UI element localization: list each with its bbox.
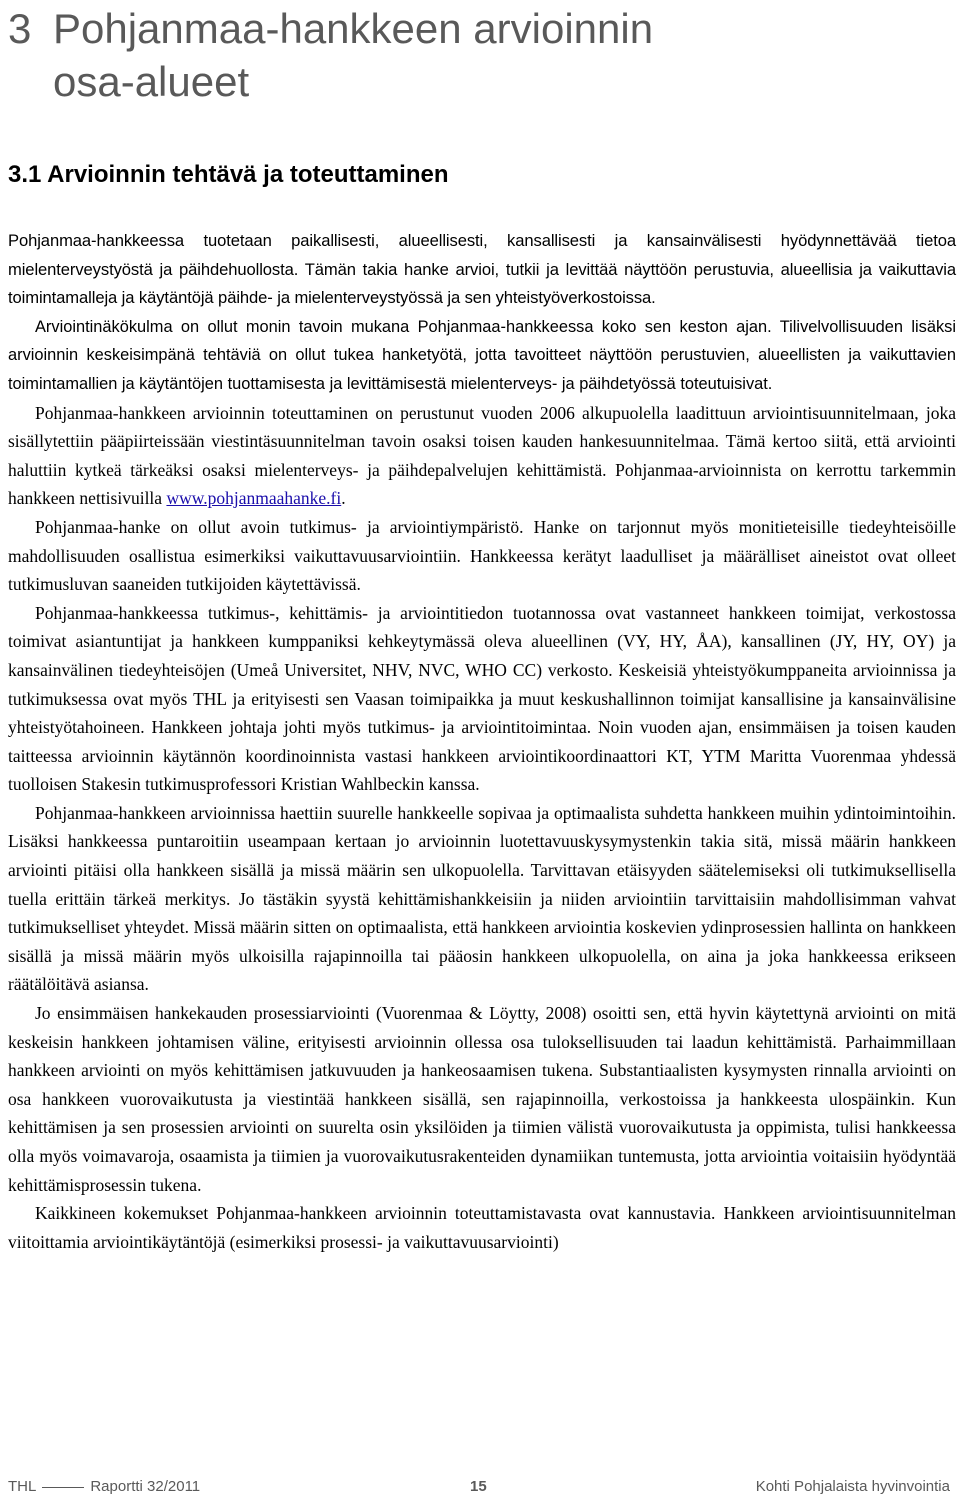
footer-report-number: Raportti 32/2011 [90, 1478, 201, 1495]
paragraph-1: Pohjanmaa-hankkeessa tuotetaan paikallisesti, alueellisesti, kansallisesti ja kansainvälisesti hyödynnettävää tietoa mielenterveystyöstä ja päihdehuollosta. Tämän takia hanke arvioi, tutkii ja levittää näyttöön perustuvia, alueellisia ja vaikuttavia toimintamalleja ja käytäntöjä päihde- ja mielenterveystyössä ja sen yhteistyöverkostoissa. [8, 231, 956, 308]
paragraph-3-end: . [341, 488, 346, 509]
chapter-title [8, 2, 948, 108]
paragraph-8: Kaikkineen kokemukset Pohjanmaa-hankkeen arvioinnin toteuttamistavasta ovat kannustavia. Hankkeen arviointisuunnitelman viitoittamia arviointikäytäntöjä (esimerkiksi prosessi- ja vaikuttavuusarviointi) [8, 1203, 956, 1252]
paragraph-7: Jo ensimmäisen hankekauden prosessiarviointi (Vuorenmaa & Löytty, 2008) osoitti sen, että hyvin käytettynä arviointi on mitä keskeisin hankkeen johtamisen väline, erityisesti arvioinnin ollessa osa tuloksellisuuden tai laadun kehittämistä. Parhaimmillaan hankkeen arviointi on myös kehittämisen jatkuvuuden ja hankeosaamisen tukena. Substantiaalisten kysymysten rinnalla arviointi on osa hankkeen vuorovaikutusta ja viestintää hankkeen sisällä, sen rajapinnoilla, verkostoissa ja hankkeesta ulospäinkin. Kun kehittämisen ja sen prosessien arviointi on suurelta osin yksilöiden ja tiimien välistä vuorovaikutusta ja oppimista, tulisi hankkeessa olla myös voimavaroja, osaamista ja tiimien ja vuorovaikutusrakenteiden dynamiikan tuntemusta, jotta arviointia voitaisiin hyödyntää kehittämisprosessin tukena. [8, 1003, 956, 1195]
paragraph-5: Pohjanmaa-hankkeessa tutkimus-, kehittämis- ja arviointitiedon tuotannossa ovat vastanneet hankkeen toimijat, verkostossa toimivat asiantuntijat ja hankkeen kumppaniksi kehkeytymässä oleva alueellinen (VY, HY, ÅA), kansallinen (JY, HY, OY) ja kansainvälinen tiedeyhteisöjen (Umeå Universitet, NHV, NVC, WHO CC) verkosto. Keskeisiä yhteistyökumppaneita arvioinnissa ja tutkimuksessa ovat myös THL ja erityisesti sen Vaasan toimipaikka ja muut keskushallinnon toimijat kansallisine ja kansainvälisine yhteistyötahoineen. Hankkeen johtaja johti myös tutkimus- ja arviointitoimintaa. Noin vuoden ajan, ensimmäisen ja toisen kauden taitteessa arvioinnin käytännön koordinoinnista vastasi hankkeen arviointikoordinaattori KT, YTM Maritta Vuorenmaa yhdessä tuolloisen Stakesin tutkimusprofessori Kristian Wahlbeckin kanssa. [8, 602, 956, 795]
paragraph-3 [8, 399, 956, 513]
chapter-title-line1: Pohjanmaa-hankkeen arvioinnin [53, 5, 654, 52]
paragraph-2: Arviointinäkökulma on ollut monin tavoin mukana Pohjanmaa-hankkeessa koko sen keston ajan. Tilivelvollisuuden lisäksi arvioinnin keskeisimpänä tehtäviä on ollut tukea hanketyötä, jotta tavoitteet näyttöön perustuvien, alueellisten ja vaikuttavien toimintamallien ja käytäntöjen tuottamisesta ja levittämisestä mielenterveys- ja päihdetyössä toteutuisivat. [8, 317, 956, 393]
footer-dash [42, 1487, 84, 1488]
paragraph-4: Pohjanmaa-hanke on ollut avoin tutkimus- ja arviointiympäristö. Hanke on tarjonnut myös monitieteisille tiedeyhteisöille mahdollisuuden osallistua esimerkiksi vaikuttavuusarviointiin. Hankkeessa kerätyt laadulliset ja määrälliset aineistot ovat olleet tutkimusluvan saaneiden tutkijoiden käytettävissä. [8, 516, 956, 595]
paragraph-6: Pohjanmaa-hankkeen arvioinnissa haettiin suurelle hankkeelle sopivaa ja optimaalista suhdetta hankkeen muihin ydintoimintoihin. Lisäksi hankkeessa puntaroitiin useampaan kertaan jo arvioinnin luotettavuuskysymystenkin takia sitä, missä määrin hankkeen arviointi pitäisi olla hankkeen sisällä ja missä määrin sen ulkopuolella. Tarvittavan etäisyyden säätelemiseksi oli tutkimuksellisella tuella erittäin tärkeä merkitys. Jo tästäkin syystä kehittämishankkeisiin ja niiden arviointiin tarvittaisiin mahdollisimman vahvat tutkimukselliset yhteydet. Missä määrin sitten on optimaalista, että hankkeen arviointia koskevien ydinprosessien hallinta on hankkeen sisällä ja missä määrin myös ulkoisilla rajapinnoilla tai pääosin hankkeen ulkopuolella, on aina ja joka hankkeessa erikseen räätälöitävä asiansa. [8, 802, 956, 995]
footer-report-title: Kohti Pohjalaista hyvinvointia [755, 1478, 950, 1495]
section-title: 3.1 Arvioinnin tehtävä ja toteuttaminen [8, 161, 449, 188]
page-number: 15 [470, 1478, 487, 1495]
footer-publisher [8, 1478, 200, 1495]
body-text [8, 227, 956, 1256]
chapter-title-line2: osa-alueet [53, 58, 250, 105]
project-website-link[interactable]: www.pohjanmaahanke.fi [166, 488, 342, 509]
paragraph-3-text: Pohjanmaa-hankkeen arvioinnin toteuttaminen on perustunut vuoden 2006 alkupuolella laadittuun arviointisuunnitelmaan, joka sisällytettiin pääpiirteissään viestintäsuunnitelman tavoin osaksi toisen kauden hankesuunnitelmaa. Tämä kertoo siitä, että arviointi haluttiin kytkeä tärkeäksi osaksi mielenterveys- ja päihdepalvelujen kehittämistä. Pohjanmaa-arvioinnista on kerrottu tarkemmin hankkeen nettisivuilla [8, 402, 956, 509]
chapter-number: 3 [8, 5, 32, 52]
footer-publisher-name: THL [8, 1478, 37, 1495]
page-footer [8, 1478, 950, 1500]
